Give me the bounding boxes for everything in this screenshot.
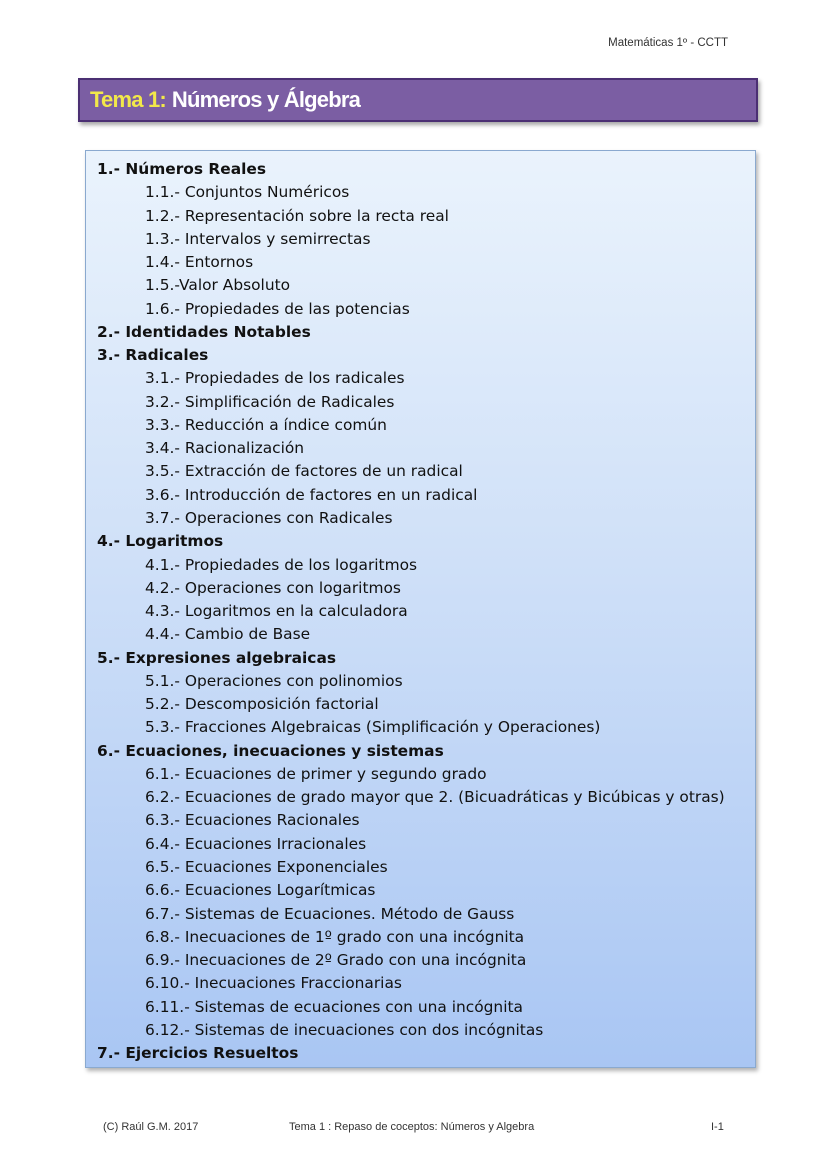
- chapter-number-label: Tema 1:: [90, 87, 166, 112]
- toc-subsection: 3.4.- Racionalización: [145, 439, 305, 458]
- toc-subsection: 6.6.- Ecuaciones Logarítmicas: [145, 881, 376, 900]
- toc-subsection: 6.8.- Inecuaciones de 1º grado con una incógnita: [145, 927, 525, 946]
- toc-subsection: 1.3.- Intervalos y semirrectas: [145, 229, 371, 248]
- toc-subsection: 3.6.- Introducción de factores en un radical: [145, 485, 478, 504]
- toc-subsection: 3.7.- Operaciones con Radicales: [145, 508, 393, 527]
- chapter-title: Números y Álgebra: [171, 87, 361, 112]
- toc-subsection: 6.2.- Ecuaciones de grado mayor que 2. (Bicuadráticas y Bicúbicas y otras): [145, 788, 725, 807]
- toc-subsection: 6.10.- Inecuaciones Fraccionarias: [145, 974, 402, 993]
- toc-subsection: 5.1.- Operaciones con polinomios: [145, 671, 403, 690]
- toc-section: 2.- Identidades Notables: [97, 322, 311, 341]
- footer-document-title: Tema 1 : Repaso de coceptos: Números y Algebra: [289, 1121, 535, 1133]
- header-course-label: Matemáticas 1º - CCTT: [608, 37, 728, 49]
- chapter-title-bar: [78, 78, 758, 122]
- toc-subsection: 5.2.- Descomposición factorial: [145, 695, 379, 714]
- toc-subsection: 6.7.- Sistemas de Ecuaciones. Método de Gauss: [145, 904, 515, 923]
- toc-section: 4.- Logaritmos: [97, 532, 224, 551]
- toc-subsection: 6.4.- Ecuaciones Irracionales: [145, 834, 367, 853]
- toc-subsection: 4.1.- Propiedades de los logaritmos: [145, 555, 418, 574]
- toc-subsection: 3.3.- Reducción a índice común: [145, 415, 387, 434]
- toc-section: 7.- Ejercicios Resueltos: [97, 1044, 299, 1063]
- toc-subsection: 1.4.- Entornos: [145, 253, 254, 272]
- toc-subsection: 6.5.- Ecuaciones Exponenciales: [145, 857, 388, 876]
- toc-subsection: 1.6.- Propiedades de las potencias: [145, 299, 410, 318]
- toc-subsection: 1.2.- Representación sobre la recta real: [145, 206, 449, 225]
- footer-page-number: I-1: [711, 1121, 724, 1133]
- toc-section: 1.- Números Reales: [97, 160, 267, 178]
- toc-subsection: 4.4.- Cambio de Base: [145, 625, 311, 644]
- table-of-contents: [85, 150, 756, 1068]
- toc-subsection: 3.1.- Propiedades de los radicales: [145, 369, 405, 388]
- toc-subsection: 6.9.- Inecuaciones de 2º Grado con una incógnita: [145, 951, 527, 970]
- toc-section: 5.- Expresiones algebraicas: [97, 648, 337, 667]
- toc-subsection: 6.11.- Sistemas de ecuaciones con una incógnita: [145, 997, 523, 1016]
- footer-copyright: (C) Raúl G.M. 2017: [103, 1121, 199, 1133]
- toc-subsection: 4.2.- Operaciones con logaritmos: [145, 578, 401, 597]
- toc-subsection: 3.5.- Extracción de factores de un radical: [145, 462, 463, 481]
- toc-subsection: 1.5.-Valor Absoluto: [145, 276, 291, 295]
- toc-subsection: 3.2.- Simplificación de Radicales: [145, 392, 395, 411]
- toc-subsection: 1.1.- Conjuntos Numéricos: [145, 183, 350, 202]
- toc-subsection: 4.3.- Logaritmos en la calculadora: [145, 602, 408, 621]
- toc-subsection: 5.3.- Fracciones Algebraicas (Simplificación y Operaciones): [145, 718, 601, 737]
- toc-subsection: 6.1.- Ecuaciones de primer y segundo grado: [145, 764, 487, 783]
- toc-subsection: 6.12.- Sistemas de inecuaciones con dos incógnitas: [145, 1020, 544, 1039]
- toc-subsection: 6.3.- Ecuaciones Racionales: [145, 811, 360, 830]
- toc-section: 3.- Radicales: [97, 346, 209, 365]
- toc-section: 6.- Ecuaciones, inecuaciones y sistemas: [97, 741, 444, 760]
